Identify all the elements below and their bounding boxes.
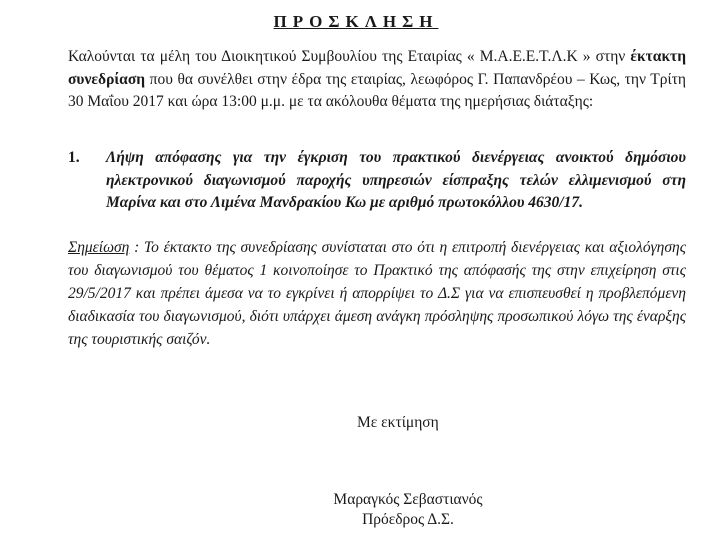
note-paragraph xyxy=(68,236,686,351)
invitation-text-start: Καλούνται τα μέλη του Διοικητικού Συμβουλίου της Εταιρίας « Μ.Α.Ε.Ε.Τ.Λ.Κ » στην xyxy=(68,48,631,65)
agenda-item xyxy=(68,147,686,215)
document-title xyxy=(0,12,712,32)
invitation-text-end: που θα συνέλθει στην έδρα της εταιρίας, λεωφόρος Γ. Παπανδρέου – Κως, την Τρίτη 30 Μαΐου 2017 και ώρα 13:00 μ.μ. με τα ακόλουθα θέματα της ημερήσιας διάταξης: xyxy=(68,70,686,110)
invitation-emphasis: έκτακτη συνεδρίαση xyxy=(68,48,686,88)
signer-name: Μαραγκός Σεβαστιανός xyxy=(333,491,483,508)
agenda-item-text: Λήψη απόφασης για την έγκριση του πρακτικού διενέργειας ανοικτού δημόσιου ηλεκτρονικού διαγωνισμού παροχής υπηρεσιών είσπραξης τελών ελλιμενισμού στη Μαρίνα και στο Λιμένα Μανδρακίου Κω με αριθμό πρωτοκόλλου 4630/17. xyxy=(106,149,686,211)
agenda-item-number: 1. xyxy=(68,149,80,166)
signature-block xyxy=(318,490,498,530)
note-text: : Το έκτακτο της συνεδρίασης συνίσταται στο ότι η επιτροπή διενέργειας και αξιολόγησης του διαγωνισμού του θέματος 1 κοινοποίησε το Πρακτικό της απόφασής της στην επιχείρηση στις 29/5/2017 και πρέπει άμεσα να το εγκρίνει ή απορρίψει το Δ.Σ για να επισπευσθεί η προβλεπόμενη διαδικασία του διαγωνισμού, διότι υπάρχει άμεση ανάγκη πρόσληψης προσωπικού λόγω της έναρξης της τουριστικής σαιζόν. xyxy=(68,239,686,348)
signer-role: Πρόεδρος Δ.Σ. xyxy=(362,511,454,528)
note-label: Σημείωση xyxy=(68,239,130,256)
invitation-paragraph xyxy=(68,46,686,114)
document-title-text: ΠΡΟΣΚΛΗΣΗ xyxy=(273,12,439,31)
closing-salutation: Με εκτίμηση xyxy=(357,414,439,431)
